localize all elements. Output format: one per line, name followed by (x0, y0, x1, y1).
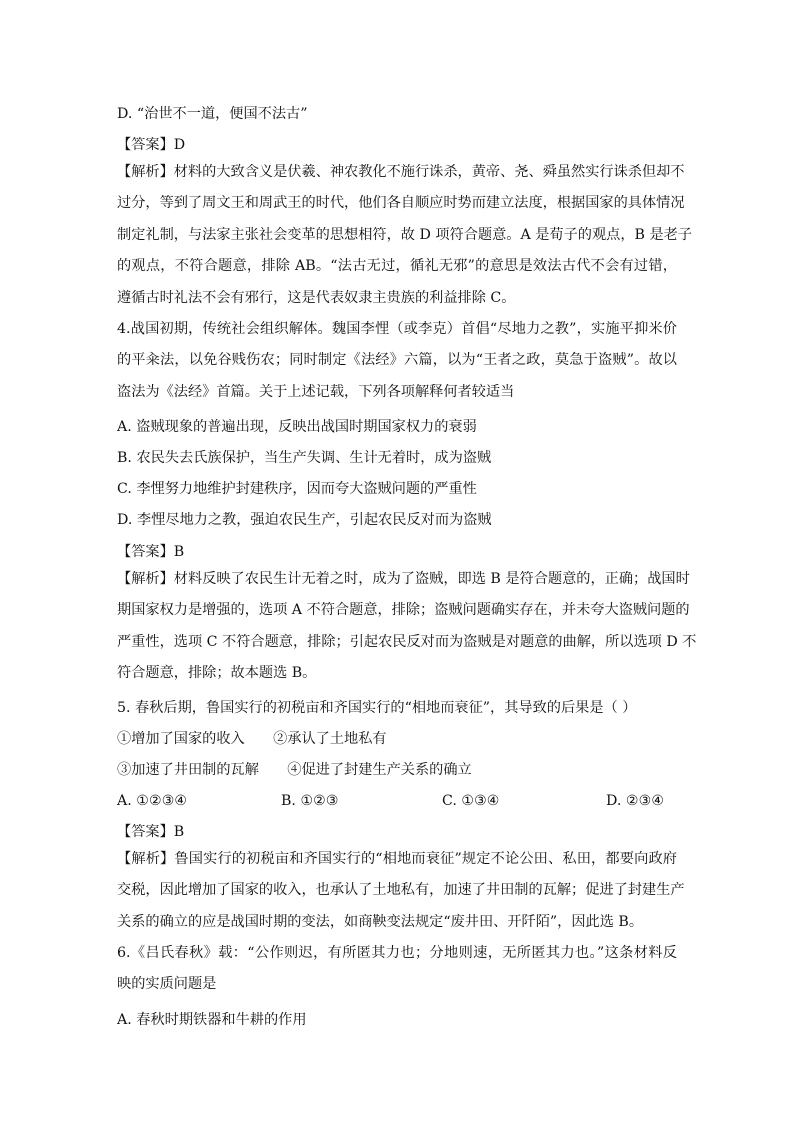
q5-stem: 5. 春秋后期，鲁国实行的初税亩和齐国实行的“相地而衰征”，其导致的后果是（ ） (117, 700, 637, 716)
text-line: 严重性，选项 C 不符合题意，排除；引起农民反对而为盗贼是对题意的曲解，所以选项 D 不 (117, 633, 697, 650)
q4-option-a: A. 盗贼现象的普遍出现，反映出战国时期国家权力的衰弱 (117, 419, 477, 435)
text-line: 制定礼制，与法家主张社会变革的思想相符，故 D 项符合题意。A 是荀子的观点，B 是老子 (117, 226, 693, 243)
q5-option-a: A. ①②③④ (117, 793, 188, 809)
q5-option-b: B. ①②③ (281, 793, 339, 809)
q5-analysis (117, 844, 685, 938)
text-line: 的观点，不符合题意，排除 AB。“法古无过，循礼无邪”的意思是效法古代不会有过错， (117, 258, 677, 275)
text-line: 【解析】鲁国实行的初税亩和齐国实行的“相地而衰征”规定不论公田、私田，都要向政府 (117, 851, 677, 867)
text-line: 【解析】材料反映了农民生计无着之时，成为了盗贼，即选 B 是符合题意的，正确；战国时 (117, 571, 690, 587)
text-line: 4.战国初期，传统社会组织解体。魏国李悝（或李克）首倡“尽地力之教”，实施平抑米价 (117, 321, 677, 337)
q5-item-row2: ③加速了井田制的瓦解 ④促进了封建生产关系的确立 (117, 762, 472, 778)
text-line: 的平籴法，以免谷贱伤农；同时制定《法经》六篇，以为“王者之政，莫急于盗贼”。故以 (117, 352, 677, 369)
q4-answer: 【答案】B (117, 544, 185, 560)
q4-option-c: C. 李悝努力地维护封建秩序，因而夸大盗贼问题的严重性 (117, 481, 477, 497)
q6-option-a: A. 春秋时期铁器和牛耕的作用 (117, 1012, 307, 1028)
q6-stem (117, 938, 677, 1001)
text-line: 关系的确立的应是战国时期的变法，如商鞅变法规定“废井田、开阡陌”，因此选 B。 (117, 913, 644, 930)
text-line: 交税，因此增加了国家的收入，也承认了土地私有，加速了井田制的瓦解；促进了封建生产 (117, 882, 685, 899)
text-line: 映的实质问题是 (117, 976, 217, 993)
q5-answer: 【答案】B (117, 824, 185, 840)
q4-option-b: B. 农民失去氏族保护，当生产失调、生计无着时，成为盗贼 (117, 450, 492, 466)
text-line: 期国家权力是增强的，选项 A 不符合题意，排除；盗贼问题确实存在，并未夸大盗贼问题的 (117, 602, 690, 619)
q3-analysis (117, 157, 693, 314)
text-line: 盗法为《法经》首篇。关于上述记载，下列各项解释何者较适当 (117, 383, 515, 400)
q5-option-d: D. ②③④ (606, 793, 665, 809)
text-line: 符合题意，排除；故本题选 B。 (117, 665, 317, 682)
q5-option-c: C. ①③④ (442, 793, 500, 809)
q4-analysis (117, 564, 697, 690)
text-line: 【解析】材料的大致含义是伏羲、神农教化不施行诛杀，黄帝、尧、舜虽然实行诛杀但却不 (117, 164, 685, 180)
q4-option-d: D. 李悝尽地力之教，强迫农民生产，引起农民反对而为盗贼 (117, 512, 492, 528)
q5-item-row1: ①增加了国家的收入 ②承认了土地私有 (117, 731, 387, 747)
q3-option-d: D. “治世不一道，便国不法古” (117, 106, 308, 122)
text-line: 遵循古时礼法不会有邪行，这是代表奴隶主贵族的利益排除 C。 (117, 289, 516, 306)
q3-answer: 【答案】D (117, 137, 186, 153)
text-line: 过分，等到了周文王和周武王的时代，他们各自顺应时势而建立法度，根据国家的具体情况 (117, 195, 685, 212)
q4-stem (117, 314, 677, 408)
text-line: 6.《吕氏春秋》载：“公作则迟，有所匿其力也；分地则速，无所匿其力也。”这条材料反 (117, 945, 677, 961)
